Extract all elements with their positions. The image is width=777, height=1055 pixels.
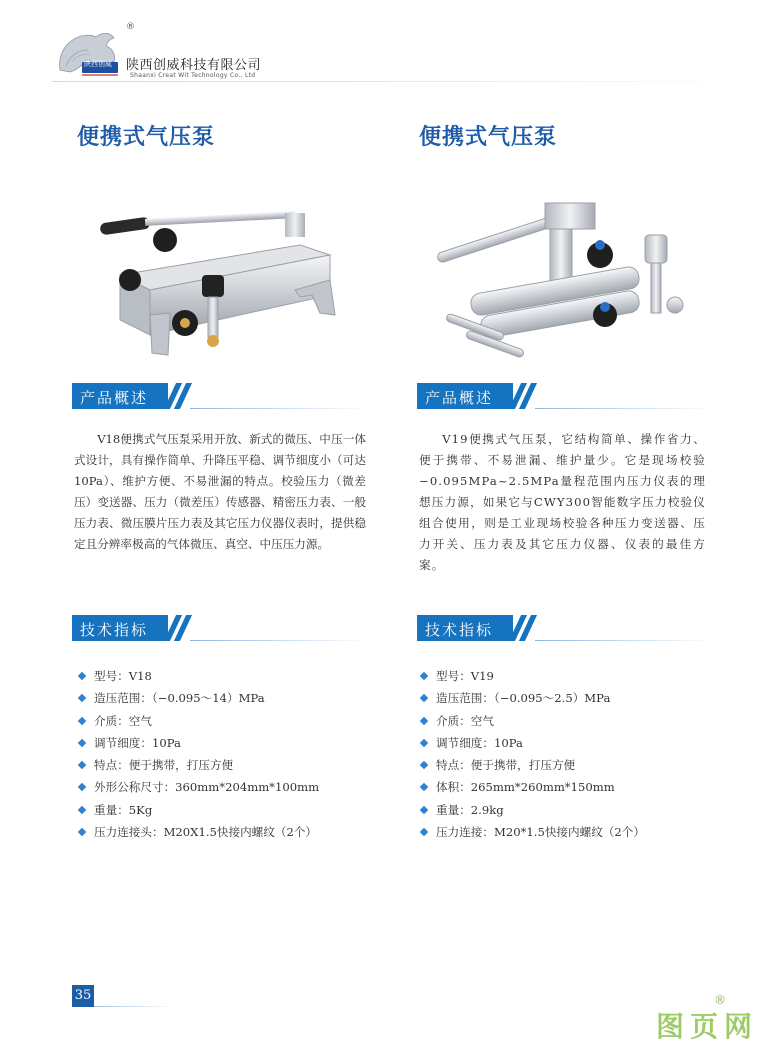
v19-pump-image: [430, 195, 700, 370]
diamond-bullet-icon: [78, 828, 86, 836]
spec-item: 重量：2.9kg: [420, 799, 645, 821]
diamond-bullet-icon: [420, 761, 428, 769]
diamond-bullet-icon: [420, 672, 428, 680]
left-overview-text: V18便携式气压泵采用开放、新式的微压、中压一体式设计，具有操作简单、升降压平稳、调节细度小（可达10Pa）、维护方便、不易泄漏的特点。校验压力（微差压）变送器、压力（微差压）传感器、精密压力表、一般压力表、微压膜片压力表及其它压力仪器仪表时，提供稳定且分辨率极高的气体微压、真空、中压压力源。: [74, 432, 366, 551]
company-name-cn: 陕西创威科技有限公司: [126, 58, 262, 73]
watermark-text: 图页网: [656, 1010, 759, 1043]
diamond-bullet-icon: [420, 716, 428, 724]
spec-item: 造压范围：（−0.095～14）MPa: [78, 687, 319, 709]
left-specs-banner: [72, 615, 190, 641]
diamond-bullet-icon: [78, 806, 86, 814]
left-overview-underline: [190, 408, 370, 409]
left-overview-banner: [72, 383, 190, 409]
right-overview-banner: [417, 383, 535, 409]
spec-item: 外形公称尺寸：360mm*204mm*100mm: [78, 776, 319, 798]
diamond-bullet-icon: [420, 694, 428, 702]
diamond-bullet-icon: [420, 828, 428, 836]
diamond-bullet-icon: [78, 739, 86, 747]
company-logo: [52, 22, 282, 82]
spec-item: 体积：265mm*260mm*150mm: [420, 776, 645, 798]
v18-pump-image: [90, 195, 350, 370]
spec-item: 介质：空气: [78, 710, 319, 732]
diamond-bullet-icon: [78, 761, 86, 769]
spec-item: 造压范围：（−0.095～2.5）MPa: [420, 687, 645, 709]
spec-item: 型号：V19: [420, 665, 645, 687]
right-overview-underline: [535, 408, 715, 409]
watermark-registered-mark: ®: [714, 993, 726, 1007]
diamond-bullet-icon: [78, 694, 86, 702]
spec-item: 特点：便于携带，打压方便: [420, 754, 645, 776]
spec-item: 调节细度：10Pa: [420, 732, 645, 754]
header-divider: [52, 81, 762, 82]
right-product-title: 便携式气压泵: [419, 125, 558, 150]
company-name-en: Shaanxi Creat Wit Technology Co., Ltd: [130, 72, 256, 79]
diamond-bullet-icon: [78, 716, 86, 724]
diamond-bullet-icon: [78, 783, 86, 791]
diamond-bullet-icon: [420, 739, 428, 747]
spec-item: 介质：空气: [420, 710, 645, 732]
right-specs-label: 技术指标: [425, 621, 494, 639]
right-spec-list: [420, 665, 645, 843]
spec-item: 型号：V18: [78, 665, 319, 687]
left-product-title: 便携式气压泵: [77, 125, 216, 150]
diamond-bullet-icon: [420, 783, 428, 791]
logo-badge-text: 陕西创威: [84, 60, 112, 68]
page-number-underline: [94, 1006, 174, 1007]
spec-item: 重量：5Kg: [78, 799, 319, 821]
right-overview-label: 产品概述: [425, 389, 494, 407]
lion-logo-icon: [52, 26, 122, 78]
diamond-bullet-icon: [420, 806, 428, 814]
left-specs-label: 技术指标: [80, 621, 149, 639]
spec-item: 调节细度：10Pa: [78, 732, 319, 754]
spec-item: 特点：便于携带，打压方便: [78, 754, 319, 776]
spec-item: 压力连接：M20*1.5快接内螺纹（2个）: [420, 821, 645, 843]
diamond-bullet-icon: [78, 672, 86, 680]
right-specs-banner: [417, 615, 535, 641]
left-spec-list: [78, 665, 319, 843]
left-overview-label: 产品概述: [80, 389, 149, 407]
right-specs-underline: [535, 640, 715, 641]
left-specs-underline: [190, 640, 370, 641]
page-number: 35: [72, 985, 94, 1007]
right-overview-text: V19便携式气压泵，它结构简单、操作省力、便于携带、不易泄漏、维护量少。它是现场校验−0.095MPa~2.5MPa量程范围内压力仪表的理想压力源，如果它与CWY300智能数字压力校验仪组合使用，则是工业现场校验各种压力变送器、压力开关、压力表及其它压力仪器、仪表的最佳方案。: [419, 432, 706, 572]
registered-mark: ®: [126, 22, 135, 32]
spec-item: 压力连接头：M20X1.5快接内螺纹（2个）: [78, 821, 319, 843]
